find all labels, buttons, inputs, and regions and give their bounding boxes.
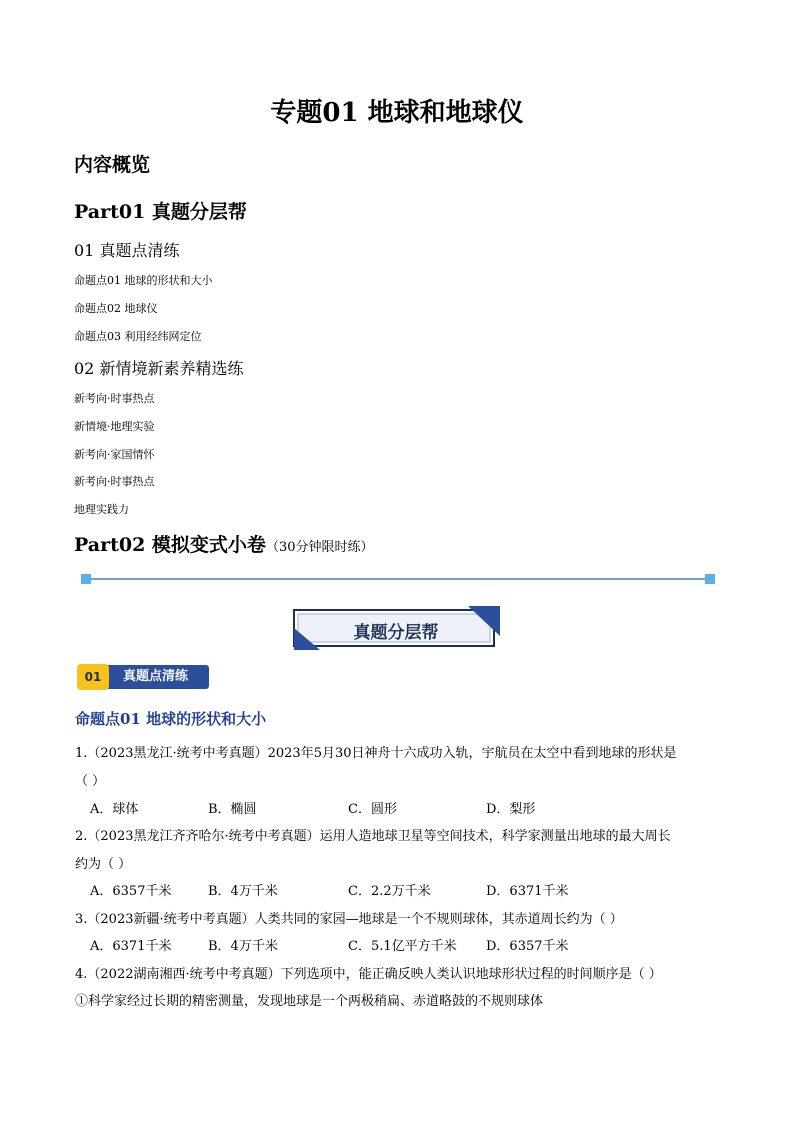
toc-item: 新考向·家国情怀 [74,448,155,461]
option: C．圆形 [348,802,397,817]
option: B．椭圆 [208,802,257,817]
badge-label [105,665,209,689]
section-banner [292,606,500,650]
divider-right-square [705,574,715,584]
option: D．6357千米 [486,939,569,954]
question-3-stem: 3.（2023新疆·统考中考真题）人类共同的家园—地球是一个不规则球体，其赤道周长约为（ ） [75,912,623,927]
toc-item: 新考向·时事热点 [74,392,155,405]
toc-item: 命题点01 地球的形状和大小 [74,274,213,287]
sec02-heading: 02 新情境新素养精选练 [74,359,244,378]
toc-item: 命题点02 地球仪 [74,302,158,315]
question-4-stem: 4.（2022湖南湘西·统考中考真题）下列选项中，能正确反映人类认识地球形状过程的时间顺序是（ ） [75,967,662,982]
part02-title: Part02 模拟变式小卷 [74,534,266,556]
badge-number: 01 [77,664,109,690]
section-badge [75,662,211,692]
toc-item: 命题点03 利用经纬网定位 [74,330,202,343]
question-4-statement-1: ①科学家经过长期的精密测量，发现地球是一个两极稍扁、赤道略鼓的不规则球体 [75,994,544,1009]
point-heading: 命题点01 地球的形状和大小 [75,710,267,728]
part02-note: （30分钟限时练） [265,540,374,555]
toc-item: 地理实践力 [74,503,129,516]
option: C．2.2万千米 [348,884,431,899]
divider [86,578,710,580]
part01-heading: Part01 真题分层帮 [74,201,247,223]
badge-label-text: 真题点清练 [123,669,189,684]
part02-heading [74,530,373,557]
question-2-stem-cont: 约为（ ） [75,857,132,872]
option: A．6371千米 [90,939,172,954]
option: B．4万千米 [208,884,278,899]
option: A．6357千米 [90,884,172,899]
page-title: 专题01 地球和地球仪 [270,98,524,128]
question-1-stem: 1.（2023黑龙江·统考中考真题）2023年5月30日神舟十六成功入轨，宇航员在太空中看到地球的形状是 [75,746,677,761]
banner-label: 真题分层帮 [353,623,439,643]
overview-heading: 内容概览 [74,154,151,176]
sec01-heading: 01 真题点清练 [74,241,180,260]
divider-left-square [81,574,91,584]
option: C．5.1亿平方千米 [348,939,457,954]
option: A．球体 [90,802,139,817]
toc-item: 新考向·时事热点 [74,475,155,488]
question-1-stem-cont: （ ） [75,774,106,789]
option: D．6371千米 [486,884,569,899]
toc-item: 新情境·地理实验 [74,420,155,433]
option: D．梨形 [486,802,536,817]
question-2-stem: 2.（2023黑龙江齐齐哈尔·统考中考真题）运用人造地球卫星等空间技术，科学家测量出地球的最大周长 [75,829,671,844]
option: B．4万千米 [208,939,278,954]
